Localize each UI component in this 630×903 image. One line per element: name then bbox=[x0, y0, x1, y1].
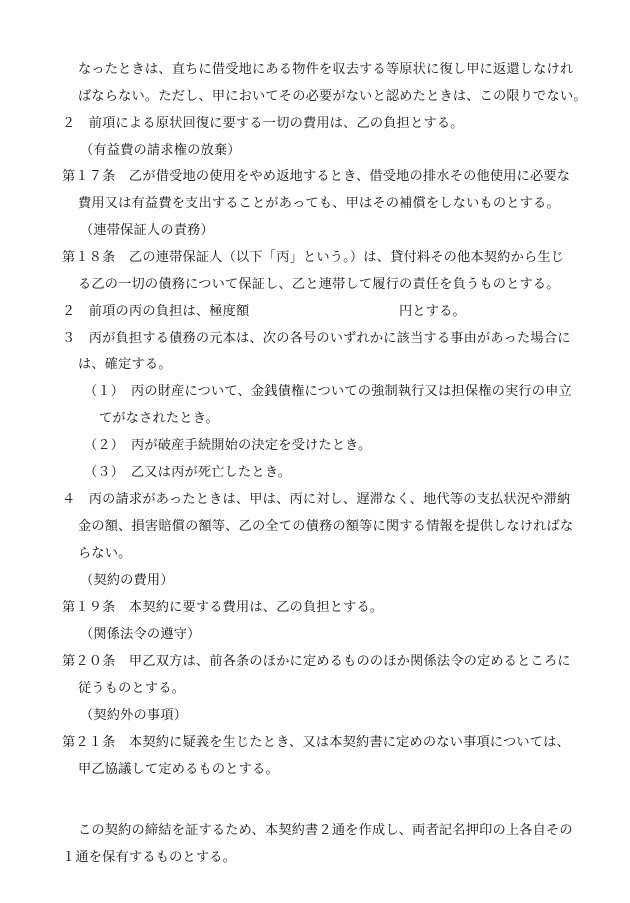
text-line: 金の額、損害賠償の額等、乙の全ての債務の額等に関する情報を提供しなければな bbox=[78, 519, 574, 534]
text-line: る乙の一切の債務について保証し、乙と連帯して履行の責任を負うものとする。 bbox=[78, 277, 560, 292]
section-heading: （有益費の請求権の放棄） bbox=[80, 143, 241, 158]
text-line: は、確定する。 bbox=[78, 357, 172, 372]
section-heading: （契約外の事項） bbox=[80, 708, 188, 723]
text-line: なったときは、直ちに借受地にある物件を収去する等原状に復し甲に返還しなけれ bbox=[78, 62, 574, 77]
text-line: 従うものとする。 bbox=[78, 681, 186, 696]
section-heading: （連帯保証人の責務） bbox=[80, 223, 214, 238]
closing-statement: この契約の締結を証するため、本契約書２通を作成し、両者記名押印の上各自その bbox=[78, 823, 573, 838]
text-line: ２ 前項による原状回復に要する一切の費用は、乙の負担とする。 bbox=[62, 116, 464, 131]
article-18: 第１８条 乙の連帯保証人（以下「丙」という。）は、貸付料その他本契約から生じ bbox=[62, 250, 565, 265]
article-21: 第２１条 本契約に疑義を生じたとき、又は本契約書に定めのない事項については、 bbox=[62, 735, 570, 750]
list-item: （２） 丙が破産手続開始の決定を受けたとき。 bbox=[84, 438, 372, 453]
text-line: てがなされたとき。 bbox=[99, 411, 219, 426]
list-item: （１） 丙の財産について、金銭債権についての強制執行又は担保権の実行の申立 bbox=[84, 384, 572, 399]
text-line: ２ 前項の丙の負担は、極度額 bbox=[62, 304, 250, 319]
text-line: １通を保有するものとする。 bbox=[62, 850, 237, 865]
article-20: 第２０条 甲乙双方は、前各条のほかに定めるもののほか関係法令の定めるところに bbox=[62, 654, 571, 669]
list-item: （３） 乙又は丙が死亡したとき。 bbox=[84, 465, 292, 480]
text-line: 円とする。 bbox=[399, 304, 466, 319]
text-line: らない。 bbox=[78, 546, 132, 561]
text-line: 甲乙協議して定めるものとする。 bbox=[78, 762, 279, 777]
section-heading: （関係法令の遵守） bbox=[80, 627, 201, 642]
text-line: ４ 丙の請求があったときは、甲は、丙に対し、遅滞なく、地代等の支払状況や滞納 bbox=[62, 492, 571, 507]
text-line: ３ 丙が負担する債務の元本は、次の各号のいずれかに該当する事由があった場合に bbox=[62, 331, 571, 346]
text-line: 費用又は有益費を支出することがあっても、甲はその補償をしないものとする。 bbox=[78, 196, 560, 211]
section-heading: （契約の費用） bbox=[80, 573, 174, 588]
article-19: 第１９条 本契約に要する費用は、乙の負担とする。 bbox=[62, 600, 384, 615]
article-17: 第１７条 乙が借受地の使用をやめ返地するとき、借受地の排水その他使用に必要な bbox=[62, 169, 571, 184]
text-line: ばならない。ただし、甲においてその必要がないと認めたときは、この限りでない。 bbox=[78, 89, 587, 104]
